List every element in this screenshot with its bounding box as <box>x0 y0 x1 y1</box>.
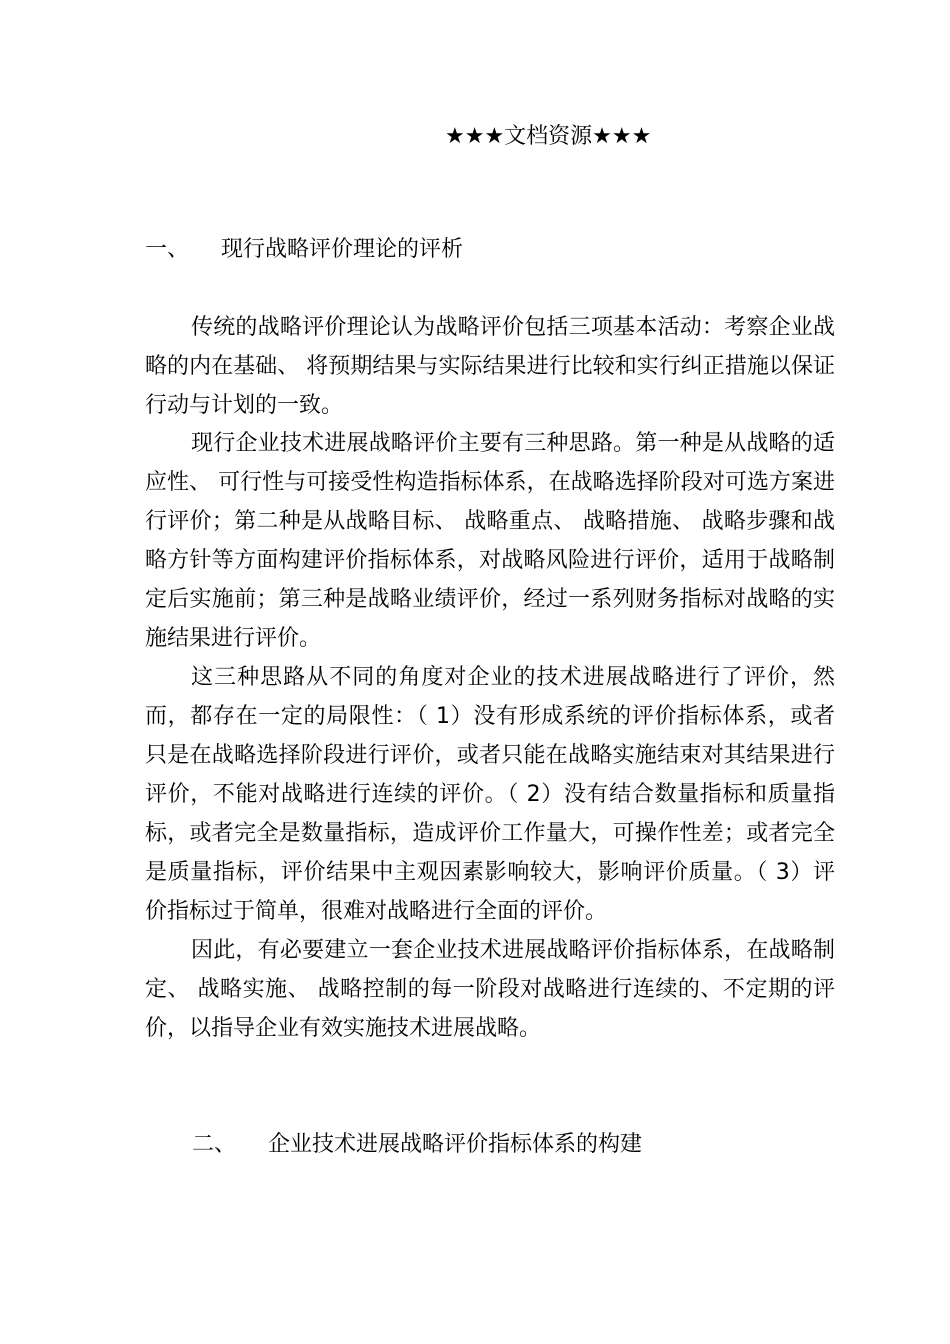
section-1-body <box>145 308 835 425</box>
section-title-2: 企业技术进展战略评价指标体系的构建 <box>268 1132 643 1157</box>
section-heading-1 <box>145 233 463 267</box>
document-header-title: ★★★文档资源★★★ <box>445 124 652 149</box>
paragraph-2: 现行企业技术进展战略评价主要有三种思路。第一种是从战略的适应性、 可行性与可接受性构造指标体系，在战略选择阶段对可选方案进行评价；第二种是从战略目标、 战略重点、 战略措施、 战略步骤和战略方针等方面构建评价指标体系，对战略风险进行评价，适用于战略制定后实施前；第三种是战略业绩评价，经过一系列财务指标对战略的实施结果进行评价。 <box>145 431 835 651</box>
section-number-2: 二、 <box>192 1132 237 1157</box>
section-1-body-continued <box>145 424 835 1048</box>
paragraph-3: 这三种思路从不同的角度对企业的技术进展战略进行了评价，然而，都存在一定的局限性：（ 1）没有形成系统的评价指标体系，或者只是在战略选择阶段进行评价，或者只能在战略实施结束对其结果进行评价，不能对战略进行连续的评价。（ 2）没有结合数量指标和质量指标，或者完全是数量指标，造成评价工作量大，可操作性差；或者完全是质量指标，评价结果中主观因素影响较大，影响评价质量。（ 3）评价指标过于简单，很难对战略进行全面的评价。 <box>145 665 835 924</box>
paragraph-4: 因此，有必要建立一套企业技术进展战略评价指标体系，在战略制定、 战略实施、 战略控制的每一阶段对战略进行连续的、不定期的评价，以指导企业有效实施技术进展战略。 <box>145 938 835 1041</box>
section-title-1: 现行战略评价理论的评析 <box>221 237 464 262</box>
paragraph-1: 传统的战略评价理论认为战略评价包括三项基本活动：考察企业战略的内在基础、 将预期结果与实际结果进行比较和实行纠正措施以保证行动与计划的一致。 <box>145 315 835 418</box>
section-heading-2 <box>192 1128 642 1162</box>
section-number-1: 一、 <box>145 237 190 262</box>
